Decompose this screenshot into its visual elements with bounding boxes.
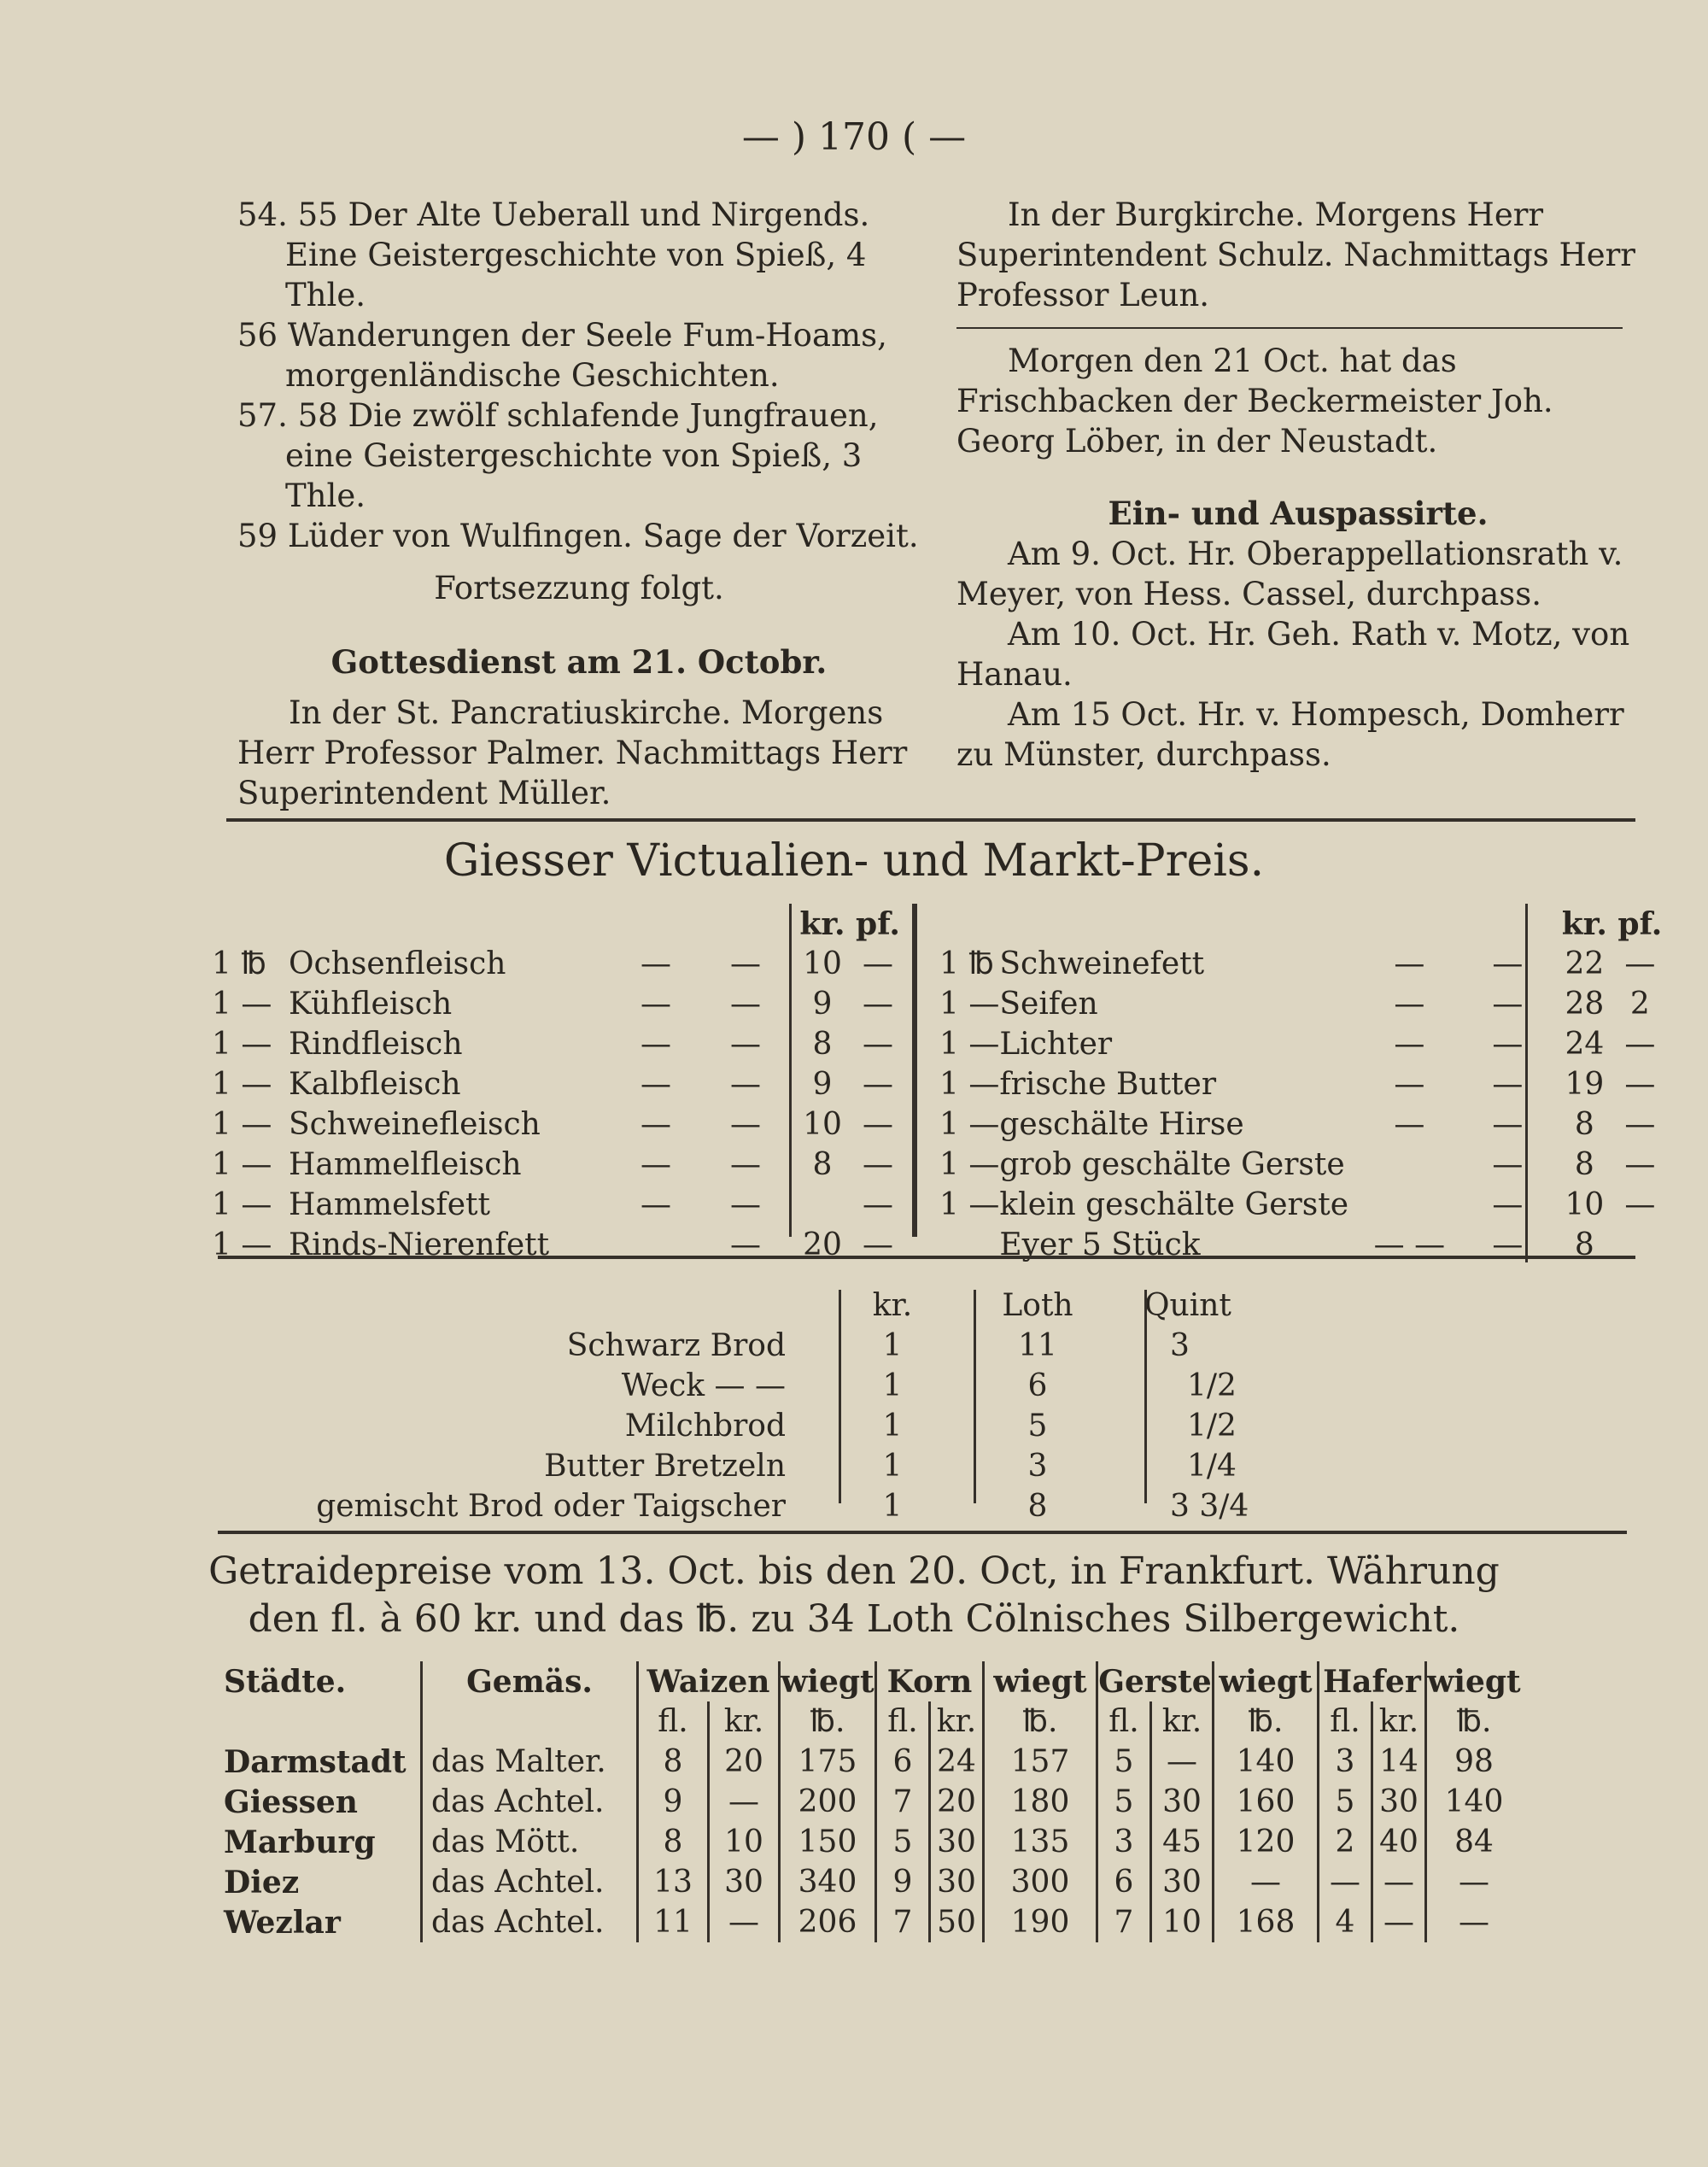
price-pf: — [1624, 1067, 1656, 1102]
measure: das Achtel. [422, 1782, 638, 1822]
cell: 2 [1319, 1822, 1372, 1862]
table-row [212, 1145, 904, 1185]
dash: — [730, 1187, 761, 1222]
price-kr: 28 [1565, 987, 1605, 1022]
service-heading: Gottesdienst am 21. Octobr. [330, 643, 828, 681]
cell: 206 [780, 1902, 876, 1942]
unit-kr: kr. [930, 1701, 984, 1742]
item-name: Schweinefleisch [289, 1107, 541, 1142]
cell: 30 [1151, 1782, 1214, 1822]
item-name: Hammelsfett [289, 1187, 490, 1222]
cell: 30 [930, 1862, 984, 1902]
item-name: Kalbfleisch [289, 1067, 461, 1102]
bread-quint: 1/2 [1187, 1409, 1237, 1444]
cell: — [1372, 1862, 1426, 1902]
dash: — [1492, 1227, 1524, 1262]
item-name: Lichter [999, 1027, 1113, 1062]
header-weight: wiegt [780, 1661, 876, 1701]
dash [1358, 1145, 1460, 1185]
item-name: Ochsenfleisch [289, 946, 506, 981]
cell: 5 [876, 1822, 930, 1862]
city: Wezlar [224, 1902, 422, 1942]
item-name: frische Butter [999, 1067, 1217, 1102]
cell: 120 [1214, 1822, 1319, 1862]
item-name: grob geschälte Gerste [999, 1147, 1345, 1182]
left-column [237, 195, 921, 813]
market-table-left [212, 904, 904, 1265]
qty: 1 — [939, 1027, 1000, 1062]
dash: — [640, 1147, 671, 1182]
col-kr: kr. [799, 905, 845, 942]
bread-loth: 5 [1027, 1409, 1048, 1444]
dash: — [640, 1107, 671, 1142]
price-pf: — [863, 1187, 893, 1222]
cell: — [1214, 1862, 1319, 1902]
bread-kr: 1 [882, 1409, 903, 1444]
section-divider [218, 1256, 1635, 1259]
bread-loth: 8 [1027, 1489, 1048, 1524]
column-rule [912, 904, 917, 1237]
burgkirche-text: In der Burgkirche. Morgens Herr Superintendent Schulz. Nachmittags Herr Professor Leun. [956, 196, 1635, 313]
qty: 1 — [212, 1067, 272, 1102]
col-pf: pf. [856, 905, 900, 942]
cell: 140 [1444, 1784, 1504, 1819]
price-kr: 9 [812, 987, 833, 1022]
qty: 1 — [212, 987, 272, 1022]
header-weight: wiegt [984, 1661, 1097, 1701]
bread-quint: 3 3/4 [1170, 1489, 1249, 1524]
cell: — [1151, 1742, 1214, 1782]
cell: 5 [1097, 1742, 1151, 1782]
price-pf: — [1624, 1187, 1656, 1222]
cell: 10 [709, 1822, 780, 1862]
cell: 7 [1097, 1902, 1151, 1942]
dash: — [1394, 1027, 1425, 1062]
item-name: Rinds-Nierenfett [289, 1227, 550, 1262]
continuation-note: Fortsezzung folgt. [434, 570, 724, 606]
column-rule [1525, 904, 1528, 1262]
table-row [224, 1862, 1521, 1902]
cell: 6 [876, 1742, 930, 1782]
bread-kr: 1 [882, 1328, 903, 1363]
price-kr: 24 [1565, 1027, 1605, 1062]
price-kr: 10 [803, 946, 842, 981]
travel-heading: Ein- und Auspassirte. [1108, 495, 1489, 532]
divider [956, 327, 1623, 329]
cell: 3 [1097, 1822, 1151, 1862]
unit-fl: fl. [1097, 1701, 1151, 1742]
unit-lb: ℔. [780, 1701, 876, 1742]
cell: — [1319, 1862, 1372, 1902]
cell: — [709, 1902, 780, 1942]
unit-kr: kr. [709, 1701, 780, 1742]
cell: 40 [1372, 1822, 1426, 1862]
dash: — [1394, 1067, 1425, 1102]
cell: 10 [1151, 1902, 1214, 1942]
measure: das Achtel. [422, 1862, 638, 1902]
table-row [939, 1145, 1665, 1185]
qty: 1 — [939, 987, 1000, 1022]
dash: — [730, 987, 761, 1022]
bread-quint: 3 [1170, 1328, 1190, 1363]
qty: 1 — [212, 1187, 272, 1222]
travel-entry: Am 15 Oct. Hr. v. Hompesch, Domherr zu Münster, durchpass. [956, 696, 1624, 773]
cell: — [1372, 1902, 1426, 1942]
bread-loth: 3 [1027, 1449, 1048, 1484]
cell: 135 [984, 1822, 1097, 1862]
price-pf: — [1624, 1147, 1656, 1182]
market-title: Giesser Victualien- und Markt-Preis. [443, 835, 1265, 887]
header-measure: Gemäs. [422, 1661, 638, 1701]
cell: — [709, 1782, 780, 1822]
price-pf: — [863, 1227, 893, 1262]
cell: 30 [709, 1862, 780, 1902]
dash: — [1492, 1027, 1524, 1062]
table-row [282, 1446, 1315, 1486]
price-pf: — [863, 1107, 893, 1142]
cell: 168 [1214, 1902, 1319, 1942]
measure: das Achtel. [422, 1902, 638, 1942]
cell: 8 [638, 1742, 709, 1782]
column-rule [974, 1290, 976, 1503]
grain-title-line: den fl. à 60 kr. und das ℔. zu 34 Loth Cölnisches Silbergewicht. [248, 1597, 1460, 1641]
cell: 5 [1319, 1782, 1372, 1822]
cell: 45 [1151, 1822, 1214, 1862]
bread-name: Weck — — [621, 1368, 786, 1403]
cell: — [1459, 1905, 1489, 1940]
table-row [224, 1902, 1521, 1942]
cell: 30 [930, 1822, 984, 1862]
cell: — [1459, 1865, 1489, 1900]
table-row [212, 1104, 904, 1145]
table-row [282, 1326, 1315, 1366]
price-kr [793, 1185, 852, 1225]
book-entry: 57. 58 Die zwölf schlafende Jungfrauen, eine Geistergeschichte von Spieß, 3 Thle. [237, 397, 879, 514]
unit-lb: ℔. [1456, 1704, 1492, 1739]
cell: 150 [780, 1822, 876, 1862]
price-kr: 20 [803, 1227, 842, 1262]
item-name: Kühfleisch [289, 987, 453, 1022]
price-kr: 19 [1565, 1067, 1605, 1102]
dash: — [1492, 1107, 1524, 1142]
dash: — [730, 1147, 761, 1182]
item-name: Eyer 5 Stück [999, 1227, 1201, 1262]
cell: 340 [780, 1862, 876, 1902]
bread-name: Butter Bretzeln [544, 1449, 786, 1484]
cell: 190 [984, 1902, 1097, 1942]
column-rule [789, 904, 792, 1237]
price-pf: — [1624, 1107, 1656, 1142]
unit-kr: kr. [1151, 1701, 1214, 1742]
cell: 20 [930, 1782, 984, 1822]
price-kr: 8 [1574, 1147, 1594, 1182]
book-entry: 56 Wanderungen der Seele Fum-Hoams, morgenländische Geschichten. [237, 317, 887, 394]
bread-kr: 1 [882, 1449, 903, 1484]
dash: — [730, 1067, 761, 1102]
price-kr: 10 [1565, 1187, 1605, 1222]
dash: — [1492, 1147, 1524, 1182]
bakery-text: Morgen den 21 Oct. hat das Frischbacken der Beckermeister Joh. Georg Löber, in der Neustadt. [956, 343, 1553, 460]
unit-fl: fl. [876, 1701, 930, 1742]
cell: 7 [876, 1902, 930, 1942]
measure: das Mött. [422, 1822, 638, 1862]
cell: 14 [1372, 1742, 1426, 1782]
dash: — [730, 1107, 761, 1142]
cell: 4 [1319, 1902, 1372, 1942]
col-pf: pf. [1617, 905, 1663, 942]
dash: — [640, 1187, 671, 1222]
column-rule [1144, 1290, 1147, 1503]
price-kr: 10 [803, 1107, 842, 1142]
grain-table [224, 1661, 1521, 1942]
grain-title [0, 1548, 1708, 1643]
dash: — [730, 1027, 761, 1062]
unit-header-row [224, 1701, 1521, 1742]
table-row [939, 944, 1665, 984]
bread-name: Schwarz Brod [566, 1328, 786, 1363]
cell: 84 [1454, 1824, 1494, 1860]
cell: 9 [876, 1862, 930, 1902]
cell: 20 [709, 1742, 780, 1782]
table-row [939, 984, 1665, 1024]
header-weight: wiegt [1214, 1661, 1319, 1701]
cell: 200 [780, 1782, 876, 1822]
dash: — [640, 946, 671, 981]
table-row [939, 1064, 1665, 1104]
book-entry: 54. 55 Der Alte Ueberall und Nirgends. Eine Geistergeschichte von Spieß, 4 Thle. [237, 196, 870, 313]
qty: 1 ℔ [939, 946, 994, 981]
unit-fl: fl. [638, 1701, 709, 1742]
cell: 30 [1372, 1782, 1426, 1822]
cell: 9 [638, 1782, 709, 1822]
table-row [224, 1782, 1521, 1822]
cell: 98 [1454, 1744, 1494, 1779]
column-rule [839, 1290, 841, 1503]
price-pf: — [863, 1147, 893, 1182]
price-kr: 8 [812, 1147, 833, 1182]
table-row [282, 1406, 1315, 1446]
cell: 24 [930, 1742, 984, 1782]
cell: 6 [1097, 1862, 1151, 1902]
header-cities: Städte. [224, 1661, 422, 1701]
book-entry: 59 Lüder von Wulfingen. Sage der Vorzeit. [237, 518, 919, 554]
dash: — [640, 987, 671, 1022]
cell: 13 [638, 1862, 709, 1902]
item-name: Seifen [999, 987, 1098, 1022]
table-row [939, 1024, 1665, 1064]
table-row [224, 1822, 1521, 1862]
table-row [212, 1185, 904, 1225]
dash: — [1394, 987, 1425, 1022]
dash: — [1492, 1067, 1524, 1102]
qty: 1 — [212, 1147, 272, 1182]
qty: 1 — [212, 1107, 272, 1142]
dash: — [1492, 987, 1524, 1022]
cell: 30 [1151, 1862, 1214, 1902]
dash: — [730, 946, 761, 981]
bread-loth: 6 [1027, 1368, 1048, 1403]
group-header-row [224, 1661, 1521, 1701]
header-gerste: Gerste [1097, 1661, 1214, 1701]
qty: 1 — [939, 1067, 1000, 1102]
travel-entry: Am 9. Oct. Hr. Oberappellationsrath v. Meyer, von Hess. Cassel, durchpass. [956, 536, 1623, 612]
service-text: In der St. Pancratiuskirche. Morgens Herr Professor Palmer. Nachmittags Herr Superintendent Müller. [237, 694, 908, 811]
dash: — [640, 1027, 671, 1062]
price-kr: 9 [812, 1067, 833, 1102]
table-row [939, 1104, 1665, 1145]
table-row [282, 1366, 1315, 1406]
cell: 300 [984, 1862, 1097, 1902]
price-pf: — [863, 946, 893, 981]
col-quint: Quint [1144, 1288, 1231, 1323]
item-name: Hammelfleisch [289, 1147, 522, 1182]
price-kr: 8 [812, 1027, 833, 1062]
cell: 180 [984, 1782, 1097, 1822]
qty: 1 — [212, 1227, 272, 1262]
qty: 1 — [939, 1107, 1000, 1142]
unit-kr: kr. [1372, 1701, 1426, 1742]
right-column [956, 195, 1640, 775]
dash [1358, 1185, 1460, 1225]
unit-fl: fl. [1319, 1701, 1372, 1742]
item-name: geschälte Hirse [999, 1107, 1244, 1142]
bread-name: gemischt Brod oder Taigscher [316, 1489, 786, 1524]
qty: 1 — [212, 1027, 272, 1062]
table-row [212, 1064, 904, 1104]
price-pf: — [1624, 1027, 1656, 1062]
price-pf: — [863, 987, 893, 1022]
bread-table [282, 1286, 1315, 1526]
qty: 1 — [939, 1147, 1000, 1182]
table-row [224, 1742, 1521, 1782]
qty: 1 — [939, 1187, 1000, 1222]
cell: 175 [780, 1742, 876, 1782]
price-pf: 2 [1629, 987, 1650, 1022]
cell: 140 [1214, 1742, 1319, 1782]
city: Diez [224, 1862, 422, 1902]
header-waizen: Waizen [638, 1661, 780, 1701]
dash: — — [1373, 1227, 1446, 1262]
cell: 11 [638, 1902, 709, 1942]
grain-title-line: Getraidepreise vom 13. Oct. bis den 20. Oct, in Frankfurt. Währung [208, 1549, 1500, 1593]
price-kr: 22 [1565, 946, 1605, 981]
bread-kr: 1 [882, 1368, 903, 1403]
dash: — [730, 1227, 761, 1262]
bread-name: Milchbrod [624, 1409, 786, 1444]
unit-lb: ℔. [984, 1701, 1097, 1742]
dash: — [1394, 1107, 1425, 1142]
dash: — [1394, 946, 1425, 981]
cell: 157 [984, 1742, 1097, 1782]
cell: 8 [638, 1822, 709, 1862]
item-name: Rindfleisch [289, 1027, 463, 1062]
cell: 5 [1097, 1782, 1151, 1822]
section-divider [218, 1531, 1627, 1534]
section-divider [226, 818, 1635, 822]
city: Giessen [224, 1782, 422, 1822]
city: Marburg [224, 1822, 422, 1862]
price-kr: 8 [1574, 1227, 1594, 1262]
dash: — [640, 1067, 671, 1102]
dash: — [1492, 1187, 1524, 1222]
table-row [282, 1486, 1315, 1526]
header-hafer: Hafer [1319, 1661, 1426, 1701]
unit-lb: ℔. [1214, 1701, 1319, 1742]
col-loth: Loth [1002, 1288, 1073, 1323]
price-kr: 8 [1574, 1107, 1594, 1142]
market-table-right [939, 904, 1665, 1265]
price-pf: — [863, 1067, 893, 1102]
item-name: klein geschälte Gerste [999, 1187, 1349, 1222]
table-row [212, 984, 904, 1024]
header-weight: wiegt [1427, 1663, 1521, 1700]
bread-quint: 1/2 [1187, 1368, 1237, 1403]
bread-quint: 1/4 [1187, 1449, 1237, 1484]
header-korn: Korn [876, 1661, 984, 1701]
qty: 1 ℔ [212, 946, 266, 981]
table-row [212, 1024, 904, 1064]
bread-kr: 1 [882, 1489, 903, 1524]
price-pf: — [863, 1027, 893, 1062]
travel-entry: Am 10. Oct. Hr. Geh. Rath v. Motz, von Hanau. [956, 616, 1630, 693]
col-kr: kr. [872, 1288, 913, 1323]
cell: 3 [1319, 1742, 1372, 1782]
table-row [939, 1185, 1665, 1225]
price-pf: — [1624, 946, 1656, 981]
item-name: Schweinefett [999, 946, 1205, 981]
city: Darmstadt [224, 1742, 422, 1782]
col-kr: kr. [1561, 905, 1607, 942]
measure: das Malter. [422, 1742, 638, 1782]
page-number: — ) 170 ( — [741, 115, 967, 159]
table-row [212, 944, 904, 984]
dash: — [1492, 946, 1524, 981]
cell: 160 [1214, 1782, 1319, 1822]
bread-loth: 11 [1018, 1328, 1057, 1363]
cell: 7 [876, 1782, 930, 1822]
cell: 50 [930, 1902, 984, 1942]
